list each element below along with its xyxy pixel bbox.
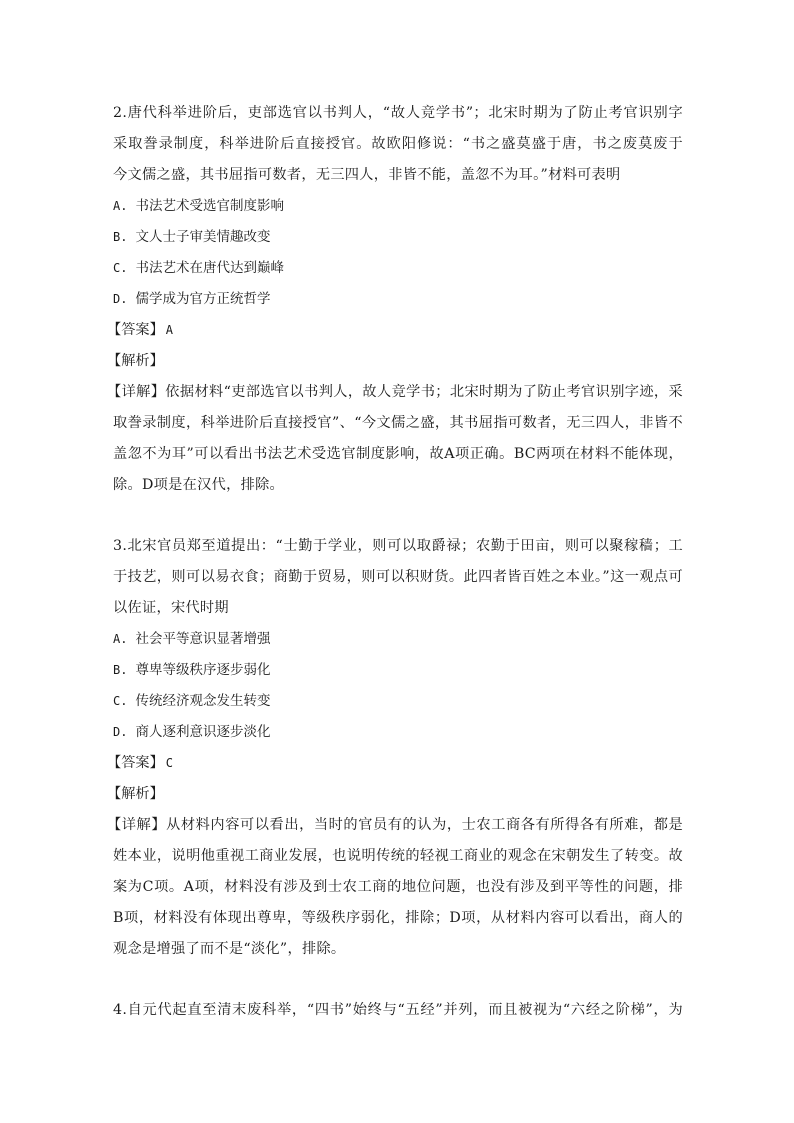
detail-line: 【详解】依据材料“吏部选官以书判人，故人竞学书；北宋时期为了防止考官识别字迹，采	[107, 384, 683, 400]
question-stem-line: 4.自元代起直至清末废科举，“四书”始终与“五经”并列，而且被视为“六经之阶梯”，为	[113, 1002, 683, 1018]
answer-value: A	[165, 323, 173, 337]
detail-line: 姓本业，说明他重视工商业发展，也说明传统的轻视工商业的观念在宋朝发生了转变。故	[113, 848, 683, 864]
question-stem-line: 以佐证，宋代时期	[113, 600, 229, 616]
option-b: B. 尊卑等级秩序逐步弱化	[113, 662, 271, 678]
detail-line: 观念是增强了而不是“淡化”，排除。	[113, 941, 346, 957]
answer-value: C	[165, 756, 173, 770]
detail-line: 盖忽不为耳”可以看出书法艺术受选官制度影响，故A项正确。BC两项在材料不能体现，	[113, 446, 683, 462]
detail-line: 除。D项是在汉代，排除。	[113, 477, 285, 493]
detail-line: 【详解】从材料内容可以看出，当时的官员有的认为，士农工商各有所得各有所难，都是	[107, 817, 683, 833]
section-gap	[113, 965, 683, 995]
document-page	[107, 98, 683, 1026]
option-b: B. 文人士子审美情趣改变	[113, 229, 271, 245]
detail-line: B项，材料没有体现出尊卑，等级秩序弱化，排除；D项，从材料内容可以看出，商人的	[113, 910, 683, 926]
option-c: C. 传统经济观念发生转变	[113, 693, 271, 709]
question-stem-line: 2.唐代科举进阶后，吏部选官以书判人，“故人竞学书”；北宋时期为了防止考官识别字	[113, 105, 683, 121]
question-4	[113, 995, 683, 1026]
question-3	[107, 531, 683, 965]
option-a: A. 社会平等意识显著增强	[113, 631, 271, 647]
detail-line: 案为C项。A项，材料没有涉及到士农工商的地位问题，也没有涉及到平等性的问题，排	[113, 879, 683, 895]
detail-line: 取誊录制度，科举进阶后直接授官”、“今文儒之盛，其书屈指可数者，无三四人，非皆不	[113, 415, 683, 431]
question-stem-line: 今文儒之盛，其书屈指可数者，无三四人，非皆不能，盖忽不为耳。”材料可表明	[113, 167, 621, 183]
question-stem-line: 3.北宋官员郑至道提出：“士勤于学业，则可以取爵禄；农勤于田亩，则可以聚稼穑；工	[113, 538, 683, 554]
question-stem-line: 于技艺，则可以易衣食；商勤于贸易，则可以积财货。此四者皆百姓之本业。”这一观点可	[113, 569, 683, 585]
section-gap	[113, 501, 683, 531]
option-a: A. 书法艺术受选官制度影响	[113, 198, 284, 214]
answer-line: 【答案】 C	[107, 755, 173, 771]
option-d: D. 儒学成为官方正统哲学	[113, 291, 271, 307]
analysis-heading: 【解析】	[107, 786, 164, 802]
option-c: C. 书法艺术在唐代达到巅峰	[113, 260, 284, 276]
answer-line: 【答案】 A	[107, 322, 173, 338]
analysis-heading: 【解析】	[107, 353, 164, 369]
question-2	[107, 98, 683, 501]
question-stem-line: 采取誊录制度，科举进阶后直接授官。故欧阳修说：“书之盛莫盛于唐，书之废莫废于	[113, 136, 683, 152]
option-d: D. 商人逐利意识逐步淡化	[113, 724, 271, 740]
